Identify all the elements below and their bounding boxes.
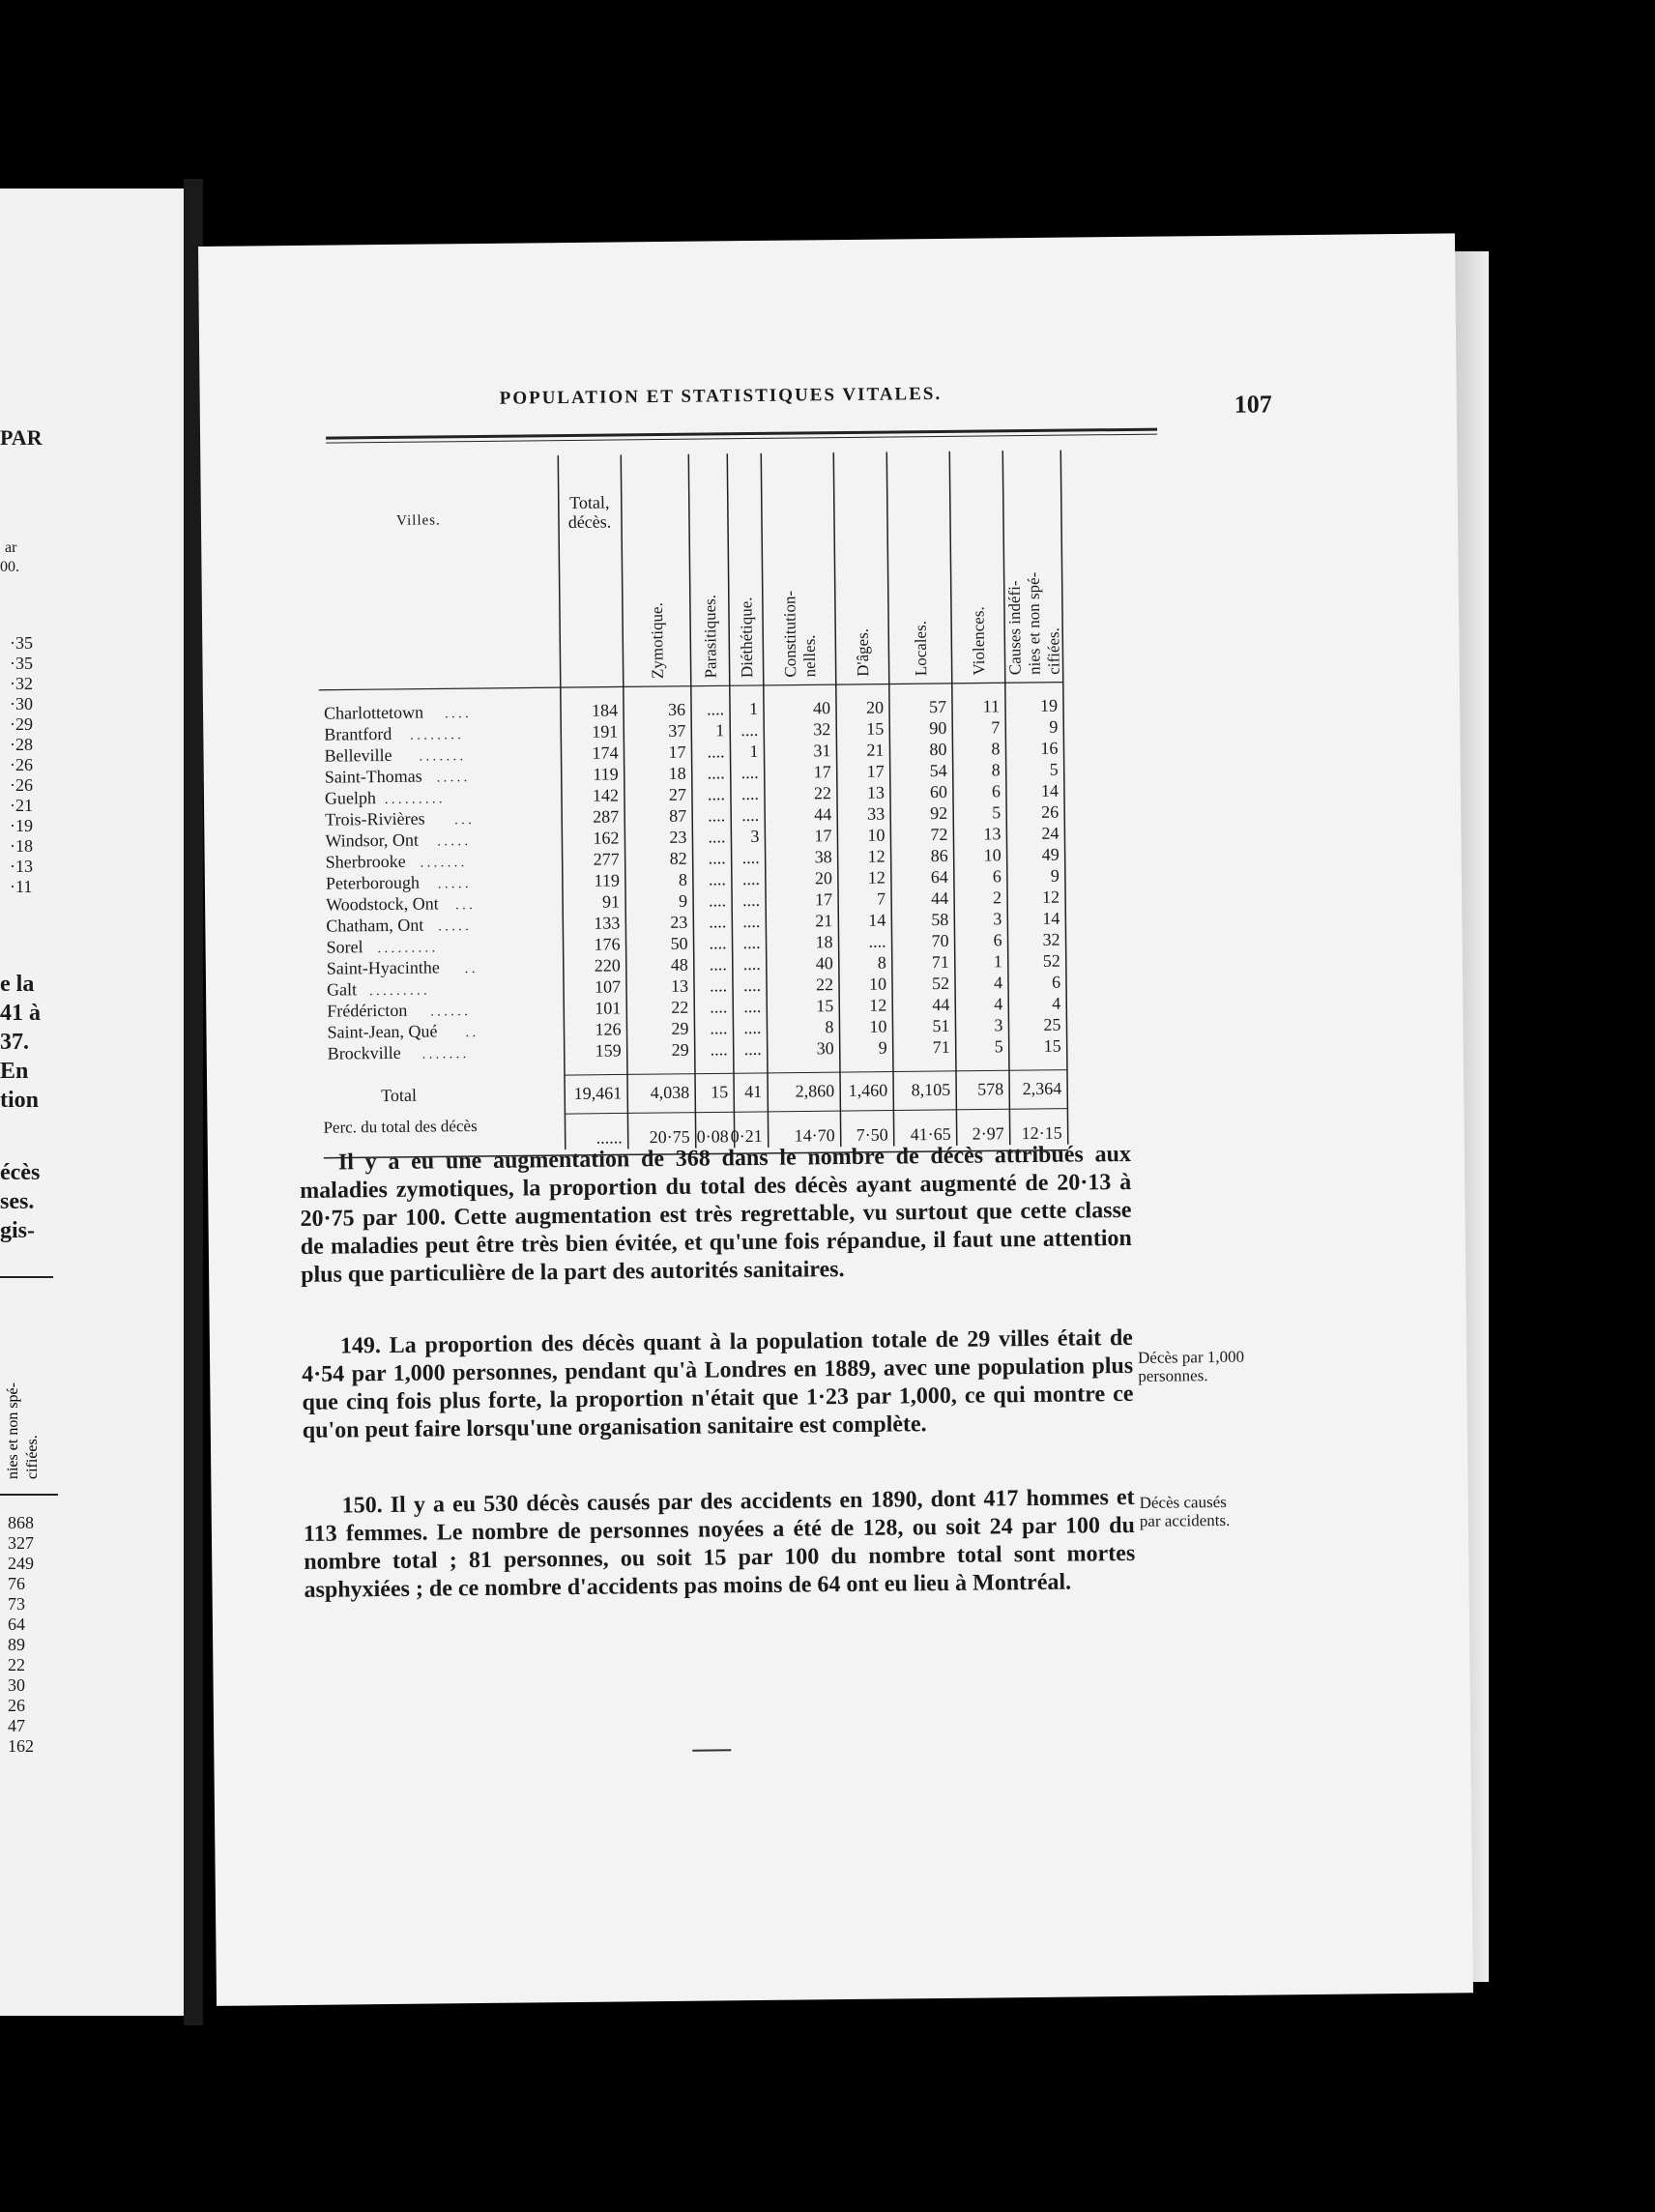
table-cell: 9	[1049, 716, 1059, 737]
table-cell: 4	[993, 973, 1003, 993]
column-header: Causes indéfi-	[1004, 580, 1025, 676]
leader-dots: . . . . .	[438, 919, 469, 935]
table-cell: ....	[742, 889, 761, 911]
table-cell: 15	[1043, 1035, 1061, 1056]
margin-note-149: Décès par 1,000 personnes.	[1137, 1347, 1245, 1385]
table-cell: 2	[992, 888, 1002, 908]
left-number: 64	[8, 1615, 25, 1634]
table-cell: 16	[1040, 738, 1059, 758]
column-rule	[621, 454, 628, 1149]
leader-dots: . . . . . . . . .	[384, 792, 443, 808]
table-cell: 6	[992, 866, 1002, 887]
table-cell: 8	[991, 739, 1001, 759]
left-fragment: cifiées.	[24, 1435, 41, 1479]
column-header: Parasitiques.	[700, 594, 720, 679]
city-name: Saint-Thomas	[324, 766, 422, 787]
left-number: ·32	[10, 674, 33, 693]
section-end-dash	[692, 1749, 731, 1751]
leader-dots: . . . . . . . . .	[377, 941, 436, 957]
table-cell: ....	[743, 996, 762, 1017]
table-cell: 40	[812, 698, 831, 718]
percent-cell: ......	[595, 1127, 623, 1148]
left-number: 327	[8, 1533, 34, 1553]
city-name: Sherbrooke	[325, 851, 406, 872]
column-header: nelles.	[799, 634, 820, 678]
table-cell: 14	[1042, 908, 1060, 928]
table-cell: 50	[670, 933, 688, 953]
table-cell: 12	[867, 846, 886, 866]
table-cell: ....	[742, 953, 761, 975]
table-cell: 12	[869, 995, 887, 1015]
leader-dots: . . . . . . . .	[410, 728, 461, 743]
left-fragment: 00.	[0, 559, 19, 575]
table-cell: 8	[991, 760, 1001, 780]
city-name: Charlottetown	[323, 702, 424, 723]
left-number: ·26	[10, 755, 33, 774]
table-cell: 6	[991, 781, 1002, 801]
table-cell: 9	[1050, 865, 1060, 886]
left-number: 76	[8, 1574, 25, 1593]
column-header: Constitution-	[780, 590, 800, 678]
table-cell: 57	[928, 696, 947, 717]
table-cell: 22	[815, 975, 834, 995]
total-cell: 8,105	[911, 1079, 951, 1100]
table-cell: 71	[931, 951, 949, 973]
table-cell: 13	[866, 782, 886, 802]
table-cell: 277	[593, 849, 620, 869]
table-cell: 31	[813, 741, 831, 761]
table-cell: 9	[679, 890, 688, 911]
table-cell: 92	[930, 802, 948, 824]
leader-dots: . .	[465, 1026, 477, 1041]
table-cell: 82	[669, 848, 687, 868]
leader-dots: . .	[464, 962, 476, 977]
total-cell: 19,461	[573, 1083, 623, 1103]
table-cell: 17	[814, 826, 832, 846]
table-cell: 162	[593, 828, 620, 848]
column-header: Zymotique.	[647, 602, 667, 680]
percent-label: Perc. du total des décès	[323, 1117, 478, 1137]
left-rule	[0, 1276, 53, 1278]
mortality-table	[297, 430, 1153, 1148]
table-cell: 1	[749, 741, 759, 762]
city-name: Windsor, Ont	[325, 830, 420, 851]
left-number: 249	[8, 1554, 34, 1573]
table-cell: 184	[591, 700, 619, 720]
leader-dots: . . .	[455, 898, 473, 914]
column-header: Diéthétique.	[737, 597, 757, 679]
city-name: Trois-Rivières	[325, 808, 425, 830]
left-number: 89	[8, 1635, 25, 1654]
table-cell: 44	[814, 804, 832, 825]
table-cell: 22	[813, 783, 832, 803]
table-cell: 48	[670, 954, 688, 975]
table-cell: ....	[709, 912, 727, 932]
column-header: Total,	[569, 492, 610, 512]
left-number: ·28	[10, 735, 33, 754]
table-cell: 6	[993, 930, 1002, 950]
left-fragment: ses.	[0, 1189, 35, 1214]
table-cell: 71	[932, 1036, 950, 1058]
city-name: Guelph	[324, 788, 377, 808]
table-cell: 10	[868, 974, 887, 994]
left-fragment: PAR	[0, 425, 43, 450]
leader-dots: . . . . . . .	[419, 749, 464, 765]
city-name: Chatham, Ont	[326, 915, 424, 936]
table-cell: 17	[668, 742, 686, 762]
table-cell: 18	[815, 932, 833, 952]
left-fragment: 41 à	[0, 1001, 41, 1026]
table-cell: 87	[669, 805, 687, 826]
table-cell: 64	[930, 866, 948, 888]
table-cell: 20	[865, 697, 885, 717]
table-cell: 287	[593, 806, 620, 827]
leader-dots: . . . . . . .	[420, 856, 465, 871]
percent-cell: 7·50	[856, 1124, 888, 1145]
column-header: décès.	[567, 511, 612, 533]
table-cell: ....	[707, 784, 726, 804]
left-number: 26	[8, 1696, 25, 1715]
left-fragment: e la	[0, 972, 35, 997]
table-cell: 119	[594, 870, 620, 890]
left-number: ·35	[10, 633, 33, 653]
left-number: 73	[8, 1594, 25, 1614]
left-number: ·18	[10, 836, 33, 856]
column-header: Locales.	[911, 620, 931, 677]
table-cell: 119	[593, 764, 619, 784]
total-cell: 1,460	[848, 1080, 888, 1101]
table-cell: 11	[982, 696, 1001, 716]
percent-cell: 41·65	[910, 1123, 951, 1145]
column-rule	[886, 452, 894, 1147]
left-number: 30	[8, 1675, 25, 1695]
table-cell: 13	[670, 975, 689, 996]
table-cell: ....	[742, 975, 762, 996]
paragraph-149: 149. La proportion des décès quant à la population totale de 29 villes était de 4·54 par 1,000 personnes, pendant qu'à Londres en 1889, avec une population plus que cinq fois plus forte, la proportion n'était que 1·23 par 1,000, ce qui montre ce qu'on peut faire lorsqu'une organisation sanitaire est complète.	[302, 1324, 1134, 1443]
total-label: Total	[381, 1085, 418, 1106]
table-cell: ....	[740, 762, 759, 783]
running-head: POPULATION ET STATISTIQUES VITALES.	[499, 383, 943, 409]
table-cell: 27	[668, 784, 687, 804]
table-cell: 91	[602, 891, 621, 912]
table-cell: 30	[816, 1038, 834, 1059]
table-cell: 23	[669, 827, 687, 847]
table-cell: 107	[594, 976, 622, 997]
table-cell: 44	[930, 888, 949, 909]
percent-cell: 12·15	[1021, 1122, 1062, 1144]
table-cell: 86	[930, 845, 948, 866]
left-number: 162	[8, 1736, 34, 1756]
table-cell: ....	[709, 975, 728, 996]
table-cell: 70	[931, 930, 949, 951]
table-cell: ....	[709, 933, 727, 953]
table-cell: 33	[867, 803, 886, 824]
table-cell: ....	[710, 997, 728, 1017]
table-cell: 17	[813, 762, 831, 782]
table-cell: 8	[678, 869, 687, 889]
table-cell: ....	[707, 742, 725, 762]
table-cell: ....	[741, 847, 760, 868]
column-rule	[949, 451, 957, 1146]
table-cell: 49	[1041, 844, 1060, 864]
city-name: Saint-Hyacinthe	[326, 957, 440, 978]
table-cell: 5	[994, 1036, 1003, 1057]
table-cell: 40	[815, 953, 833, 974]
table-cell: 142	[592, 785, 620, 805]
table-cell: ....	[709, 954, 727, 975]
column-header: Violences.	[969, 606, 989, 676]
total-cell: 15	[711, 1082, 729, 1102]
left-number: ·21	[10, 796, 33, 815]
table-cell: ....	[710, 1018, 728, 1038]
left-number: ·35	[10, 654, 33, 673]
table-cell: 133	[594, 913, 621, 933]
city-name: Saint-Jean, Qué	[327, 1021, 438, 1042]
table-cell: ....	[741, 804, 760, 826]
table-cell: 44	[932, 994, 950, 1015]
table-cell: ....	[740, 783, 760, 804]
table-cell: 17	[815, 889, 833, 910]
table-cell: ....	[743, 1038, 762, 1060]
leader-dots: . . . . . . . . .	[369, 983, 427, 1000]
paragraph-zymotic: Il y a eu une augmentation de 368 dans le nombre de décès attribués aux maladies zymotiques, la proportion du total des décès ayant augmenté de 20·13 à 20·75 par 100. Cette augmentation est très regrettable, vu surtout que cette classe de maladies peut être très bien évitée, et qu'une fois répandue, il faut une attention plus que particulière de la part des autorités sanitaires.	[300, 1141, 1132, 1288]
percent-rule	[565, 1109, 1067, 1114]
left-fragment: écès	[0, 1160, 41, 1185]
table-cell: 191	[592, 721, 619, 742]
table-cell: 37	[668, 720, 686, 741]
table-cell: 10	[867, 825, 886, 845]
table-cell: 36	[667, 699, 686, 719]
table-cell: 80	[929, 739, 947, 760]
table-cell: 4	[994, 994, 1003, 1014]
table-cell: 101	[595, 998, 622, 1018]
left-number: ·26	[10, 775, 33, 795]
leader-dots: . . . . . . .	[421, 1047, 467, 1062]
table-cell: 3	[750, 826, 760, 847]
total-cell: 41	[744, 1081, 763, 1102]
table-cell: 58	[931, 909, 949, 930]
table-cell: 10	[983, 845, 1002, 865]
table-cell: 3	[994, 1015, 1003, 1035]
percent-cell: 0·08	[696, 1126, 729, 1147]
table-cell: 60	[929, 781, 948, 802]
table-cell: 6	[1051, 972, 1061, 992]
table-cell: 90	[929, 717, 947, 739]
total-cell: 2,364	[1022, 1078, 1062, 1099]
column-rule	[1002, 451, 1010, 1145]
city-name: Frédéricton	[327, 1000, 408, 1021]
table-cell: ....	[709, 890, 727, 911]
table-cell: 5	[992, 802, 1002, 823]
left-fragment: En	[0, 1059, 29, 1084]
table-cell: ....	[742, 932, 761, 953]
city-name: Sorel	[326, 937, 363, 957]
table-cell: 26	[1041, 801, 1060, 822]
left-rule	[0, 1494, 58, 1496]
table-cell: ....	[743, 1017, 762, 1038]
left-fragment: nies et non spé-	[5, 1382, 21, 1479]
city-name: Peterborough	[325, 872, 420, 893]
left-number: 868	[8, 1513, 34, 1532]
right-page	[198, 233, 1473, 2006]
table-cell: ....	[708, 827, 726, 847]
table-cell: 38	[814, 847, 832, 867]
table-cell: 7	[991, 717, 1001, 738]
percent-cell: 20·75	[649, 1126, 690, 1148]
table-cell: 3	[993, 909, 1002, 929]
page-number: 107	[1234, 390, 1272, 419]
leader-dots: . . . . . .	[430, 1004, 468, 1020]
column-rule	[688, 454, 696, 1149]
table-cell: ....	[740, 719, 759, 741]
city-name: Brockville	[327, 1042, 401, 1063]
leader-dots: . . . . .	[437, 877, 469, 892]
table-cell: 126	[595, 1019, 622, 1039]
table-cell: 4	[1052, 993, 1061, 1013]
column-rule	[1060, 451, 1068, 1145]
table-cell: 21	[815, 911, 833, 931]
table-cell: 7	[876, 888, 886, 909]
table-cell: 8	[825, 1017, 834, 1037]
table-cell: ....	[708, 805, 726, 826]
table-cell: 17	[866, 761, 885, 781]
table-cell: ....	[706, 699, 725, 719]
city-name: Woodstock, Ont	[326, 893, 439, 915]
total-cell: 578	[977, 1079, 1004, 1099]
table-cell: 10	[869, 1016, 887, 1036]
left-number: ·29	[10, 714, 33, 734]
table-cell: 24	[1041, 823, 1060, 843]
table-cell: 12	[867, 867, 886, 888]
total-rule	[565, 1070, 1067, 1075]
table-cell: 21	[866, 740, 885, 760]
left-number: ·30	[10, 694, 33, 713]
table-cell: ....	[708, 869, 726, 889]
left-fragment: ar	[5, 539, 17, 556]
table-cell: 14	[868, 910, 886, 930]
total-cell: 2,860	[795, 1081, 835, 1101]
table-cell: ....	[742, 911, 761, 932]
table-cell: 9	[878, 1037, 887, 1058]
table-cell: 1	[993, 951, 1002, 972]
left-number: ·13	[10, 857, 33, 876]
percent-cell: 14·70	[794, 1125, 835, 1146]
table-cell: 32	[813, 719, 831, 740]
left-rotated-header	[0, 1320, 58, 1484]
table-cell: 23	[670, 912, 688, 932]
table-cell: 29	[671, 1018, 689, 1038]
table-cell: 12	[1041, 887, 1060, 907]
column-rule	[761, 453, 769, 1148]
table-cell: ....	[707, 763, 725, 783]
table-cell: 52	[931, 973, 950, 994]
city-name: Belleville	[324, 744, 392, 766]
percent-cell: 0·21	[730, 1125, 763, 1147]
left-number: 47	[8, 1716, 25, 1735]
column-rule	[833, 452, 841, 1147]
left-fragment: 37.	[0, 1030, 29, 1055]
percent-cell: 2·97	[972, 1123, 1004, 1144]
table-cell: 1	[748, 698, 759, 719]
total-cell: 4,038	[650, 1082, 690, 1103]
table-cell: 72	[930, 824, 948, 845]
table-cell: 25	[1043, 1014, 1061, 1034]
city-name: Brantford	[324, 723, 392, 744]
table-cell: 159	[595, 1040, 622, 1061]
table-cell: 5	[1049, 759, 1059, 779]
table-cell: 220	[594, 955, 621, 975]
leader-dots: . . . . .	[436, 771, 468, 786]
table-cell: ....	[868, 931, 886, 951]
column-rule	[558, 455, 566, 1150]
left-fragment: tion	[0, 1088, 40, 1113]
table-cell: 13	[983, 824, 1002, 844]
table-cell: ....	[741, 868, 760, 889]
table-cell: 14	[1040, 780, 1060, 800]
table-cell: 8	[877, 952, 886, 973]
table-cell: 1	[715, 720, 725, 741]
column-header: nies et non spé-	[1024, 571, 1044, 676]
leader-dots: . . .	[454, 813, 472, 829]
table-cell: 32	[1042, 929, 1060, 949]
paragraph-150: 150. Il y a eu 530 décès causés par des accidents en 1890, dont 417 hommes et 113 femmes. Le nombre de personnes noyées a été de 128, ou soit 24 par 100 du nombre total ; 81 personnes, ou soit 15 par 100 du nombre total sont mortes asphyxiées ; de ce nombre d'accidents pas moins de 64 ont eu lieu à Montréal.	[303, 1484, 1136, 1603]
table-cell: 22	[671, 997, 689, 1017]
leader-dots: . . . . .	[437, 834, 469, 850]
column-header: D'âges.	[853, 627, 873, 677]
column-header: cifiées.	[1044, 627, 1063, 675]
left-page-fragment	[0, 189, 184, 2016]
table-cell: 19	[1039, 695, 1059, 715]
city-name: Galt	[326, 979, 358, 1000]
column-header: Villes.	[396, 512, 441, 529]
column-rule	[727, 453, 735, 1148]
table-cell: 15	[866, 718, 885, 739]
leader-dots: . . . .	[445, 707, 469, 722]
table-cell: 52	[1042, 950, 1060, 971]
left-number: 22	[8, 1655, 25, 1674]
table-cell: 176	[594, 934, 621, 954]
margin-note-150: Décès causés par accidents.	[1139, 1492, 1231, 1530]
table-cell: ....	[708, 848, 726, 868]
left-number: ·11	[10, 877, 33, 896]
table-cell: 174	[592, 742, 619, 763]
table-cell: 15	[816, 996, 834, 1016]
table-cell: 18	[668, 763, 686, 783]
table-cell: ....	[710, 1039, 728, 1060]
table-cell: 54	[929, 760, 947, 781]
table-cell: 29	[671, 1039, 689, 1060]
left-fragment: gis-	[0, 1218, 35, 1243]
table-cell: 51	[932, 1015, 950, 1036]
table-cell: 20	[814, 868, 832, 888]
left-number: ·19	[10, 816, 33, 835]
